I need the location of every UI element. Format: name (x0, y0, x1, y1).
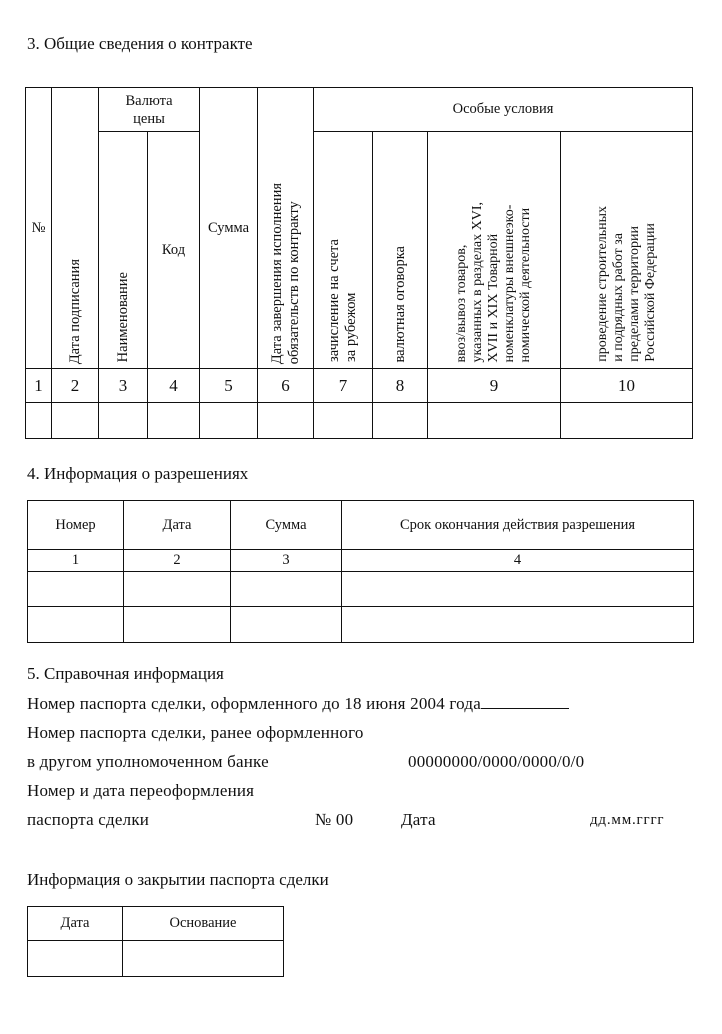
other-bank-label: в другом уполномоченном банке (27, 752, 269, 771)
header-no: № (26, 88, 52, 369)
empty-cell[interactable] (123, 941, 284, 977)
reissue-number[interactable]: № 00 (315, 810, 354, 829)
contract-table (25, 87, 693, 439)
empty-cell[interactable] (124, 572, 231, 607)
col-number: 2 (124, 550, 231, 572)
other-bank-passport-label: Номер паспорта сделки, ранее оформленного (27, 723, 364, 742)
col-number: 6 (258, 369, 314, 403)
col-number: 8 (373, 369, 428, 403)
header-closing-date: Дата (28, 907, 123, 941)
header-construction: проведение строительных и подрядных работ за пределами территории Российской Федерации (561, 132, 693, 369)
col-number: 2 (52, 369, 99, 403)
header-completion-date: Дата завершения исполнения обязательств по контракту (258, 88, 314, 369)
col-number: 1 (28, 550, 124, 572)
table-row (26, 403, 693, 439)
empty-cell[interactable] (124, 607, 231, 643)
header-currency-group: Валюта цены (99, 88, 200, 132)
header-permit-number: Номер (28, 501, 124, 550)
col-number: 10 (561, 369, 693, 403)
section3-title: 3. Общие сведения о контракте (27, 34, 253, 53)
closing-table (27, 906, 284, 977)
table-row (28, 607, 694, 643)
header-permit-amount: Сумма (231, 501, 342, 550)
column-number-row (28, 550, 694, 572)
passport-label: паспорта сделки (27, 810, 150, 829)
empty-cell[interactable] (231, 607, 342, 643)
section4-title: 4. Информация о разрешениях (27, 464, 249, 483)
section5-title: 5. Справочная информация (27, 664, 224, 683)
header-permit-date: Дата (124, 501, 231, 550)
reissue-date-label: Дата (401, 810, 436, 829)
empty-cell[interactable] (52, 403, 99, 439)
header-currency-clause: валютная оговорка (373, 132, 428, 369)
empty-cell[interactable] (26, 403, 52, 439)
other-bank-passport-value[interactable]: 00000000/0000/0000/0/0 (408, 752, 585, 771)
empty-cell[interactable] (428, 403, 561, 439)
empty-cell[interactable] (28, 572, 124, 607)
table-row (28, 572, 694, 607)
header-special-group: Особые условия (314, 88, 693, 132)
reissue-date-value[interactable]: дд.мм.гггг (590, 812, 665, 828)
table-row (28, 941, 284, 977)
empty-cell[interactable] (258, 403, 314, 439)
header-amount: Сумма (200, 88, 258, 369)
reissue-label: Номер и дата переоформления (27, 781, 255, 800)
header-currency-name: Наименование (99, 132, 148, 369)
closing-title: Информация о закрытии паспорта сделки (27, 870, 329, 889)
empty-cell[interactable] (148, 403, 200, 439)
header-closing-reason: Основание (123, 907, 284, 941)
empty-cell[interactable] (342, 607, 694, 643)
header-permit-expiry: Срок окончания действия разрешения (342, 501, 694, 550)
header-sign-date: Дата подписания (52, 88, 99, 369)
empty-cell[interactable] (231, 572, 342, 607)
header-abroad-credit: зачисление на счета за рубежом (314, 132, 373, 369)
header-currency-code: Код (148, 132, 200, 369)
empty-cell[interactable] (314, 403, 373, 439)
col-number: 1 (26, 369, 52, 403)
empty-cell[interactable] (373, 403, 428, 439)
empty-cell[interactable] (342, 572, 694, 607)
col-number: 9 (428, 369, 561, 403)
permissions-table (27, 500, 694, 643)
col-number: 4 (342, 550, 694, 572)
empty-cell[interactable] (99, 403, 148, 439)
pre2004-passport-label: Номер паспорта сделки, оформленного до 18 июня 2004 года (27, 694, 481, 713)
col-number: 3 (99, 369, 148, 403)
empty-cell[interactable] (28, 607, 124, 643)
pre2004-passport-line (27, 694, 569, 714)
empty-cell[interactable] (200, 403, 258, 439)
col-number: 5 (200, 369, 258, 403)
empty-cell[interactable] (28, 941, 123, 977)
col-number: 7 (314, 369, 373, 403)
pre2004-passport-field[interactable] (481, 694, 569, 709)
col-number: 4 (148, 369, 200, 403)
header-goods-import: ввоз/вывоз товаров, указанных в разделах XVI, XVII и XIX Товарной номенклатуры внешнеэко- номической деятельности (428, 132, 561, 369)
column-number-row (26, 369, 693, 403)
col-number: 3 (231, 550, 342, 572)
empty-cell[interactable] (561, 403, 693, 439)
